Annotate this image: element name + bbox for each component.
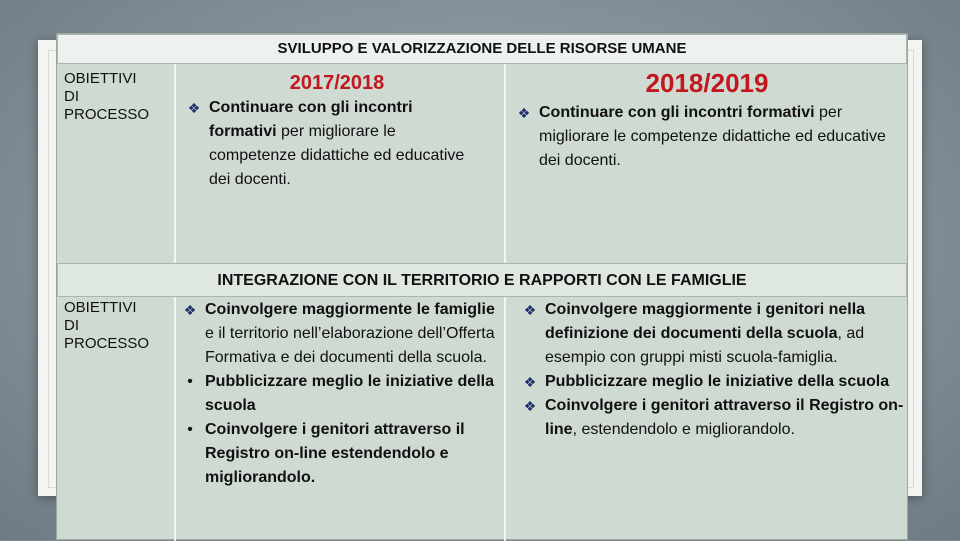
bullet-item xyxy=(519,298,907,370)
bullet-bold-text: Coinvolgere i genitori attraverso il Registro on-line xyxy=(545,397,904,438)
bullet-text: , ad esempio con gruppi misti scuola-famiglia. xyxy=(545,325,865,366)
row-label-line: PROCESSO xyxy=(64,335,150,352)
diamond-bullet-icon: ❖ xyxy=(523,302,537,318)
bullet-item xyxy=(519,370,907,394)
bullet-bold-text: Continuare con gli incontri formativi xyxy=(209,99,413,140)
bullet-bold-text: Pubblicizzare meglio le iniziative della scuola xyxy=(545,373,890,390)
section-header-risorse-umane: SVILUPPO E VALORIZZAZIONE DELLE RISORSE UMANE xyxy=(57,34,907,64)
bullet-item xyxy=(179,298,501,370)
year-heading-2017-2018: 2017/2018 xyxy=(289,72,385,94)
row-label-obiettivi xyxy=(64,70,149,124)
diamond-bullet-icon: ❖ xyxy=(183,302,197,318)
column-divider xyxy=(504,64,506,263)
bullet-text: per migliorare le competenze didattiche ed educative dei docenti. xyxy=(209,123,465,188)
section1-left-bullets xyxy=(183,96,483,192)
section-header-territorio-famiglie: INTEGRAZIONE CON IL TERRITORIO E RAPPORTI CON LE FAMIGLIE xyxy=(57,263,907,297)
bullet-bold-text: Coinvolgere i genitori attraverso il Registro on-line estendendolo e migliorandolo. xyxy=(205,421,465,486)
section2-left-bullets xyxy=(179,298,501,490)
bullet-bold-text: Coinvolgere maggiormente i genitori nella definizione dei documenti della scuola xyxy=(545,301,866,342)
round-bullet-icon: • xyxy=(187,421,193,438)
section2-right-bullets xyxy=(519,298,907,442)
column-divider xyxy=(504,297,506,541)
row-label-line: DI xyxy=(64,88,79,105)
bullet-bold-text: Pubblicizzare meglio le iniziative della scuola xyxy=(205,373,494,414)
bullet-item xyxy=(513,101,893,173)
diamond-bullet-icon: ❖ xyxy=(523,374,537,390)
bullet-item xyxy=(183,96,483,192)
column-divider xyxy=(174,297,176,541)
row-label-line: OBIETTIVI xyxy=(64,70,137,87)
bullet-bold-text: Coinvolgere maggiormente le famiglie xyxy=(205,301,495,318)
bullet-item xyxy=(179,370,501,418)
bullet-text: per migliorare le competenze didattiche ed educative dei docenti. xyxy=(539,104,886,169)
row-label-line: PROCESSO xyxy=(64,106,150,123)
objectives-table xyxy=(56,33,908,540)
bullet-bold-text: Continuare con gli incontri formativi xyxy=(539,104,815,121)
row-label-obiettivi xyxy=(64,299,149,353)
diamond-bullet-icon: ❖ xyxy=(523,398,537,414)
column-divider xyxy=(174,64,176,263)
year-heading-2018-2019: 2018/2019 xyxy=(645,68,769,98)
bullet-text: e il territorio nell’elaborazione dell’Offerta Formativa e dei documenti della scuola. xyxy=(205,325,495,366)
section1-right-bullets xyxy=(513,101,893,173)
bullet-item xyxy=(519,394,907,442)
round-bullet-icon: • xyxy=(187,373,193,390)
bullet-text: , estendendolo e migliorandolo. xyxy=(572,421,795,438)
diamond-bullet-icon: ❖ xyxy=(517,105,531,121)
bullet-item xyxy=(179,418,501,490)
row-label-line: OBIETTIVI xyxy=(64,299,137,316)
row-label-line: DI xyxy=(64,317,79,334)
diamond-bullet-icon: ❖ xyxy=(187,100,201,116)
